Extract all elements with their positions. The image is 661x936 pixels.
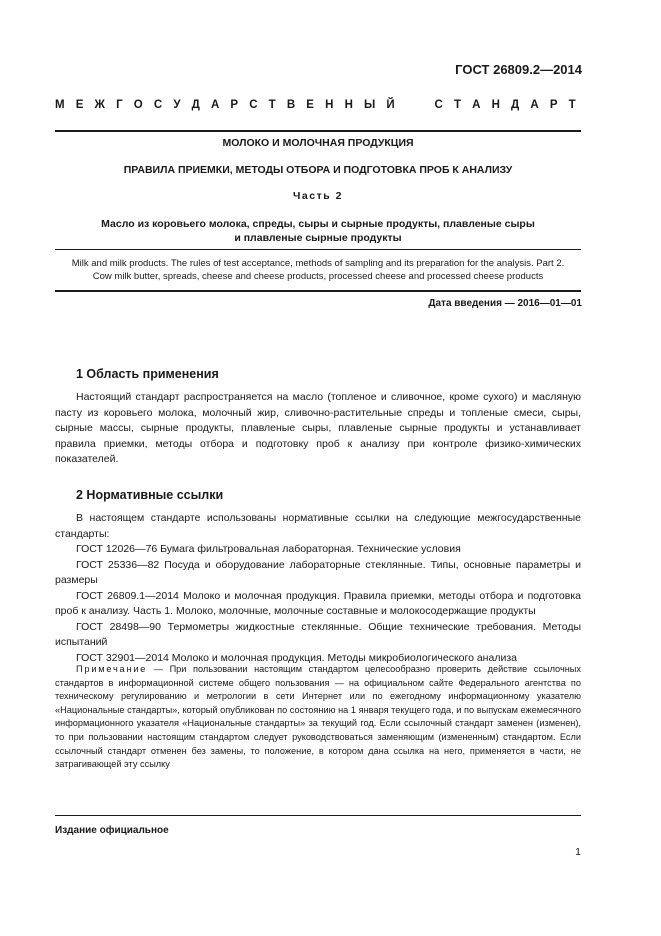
note-label: Примечание — [76, 664, 148, 674]
banner-letter: Г — [116, 99, 123, 111]
reference-item: ГОСТ 32901—2014 Молоко и молочная продукция. Методы микробиологического анализа — [76, 651, 517, 664]
banner-letter: Р — [230, 99, 239, 111]
reference-intro: В настоящем стандарте использованы нормативные ссылки на следующие межгосударственные стандарты: — [55, 512, 581, 540]
banner-letter: С — [249, 99, 258, 111]
banner-letter: Е — [306, 99, 314, 111]
reference-item: ГОСТ 26809.1—2014 Молоко и молочная продукция. Правила приемки, методы отбора и подготовка проб к анализу. Часть 1. Молоко, молочные, молочные составные и молокосодержащие продукты — [55, 589, 581, 617]
english-title — [55, 257, 581, 283]
reference-item: ГОСТ 25336—82 Посуда и оборудование лабораторные стеклянные. Типы, основные параметры и размеры — [55, 558, 581, 586]
banner-letter: А — [530, 99, 539, 111]
banner-letter: Т — [568, 99, 576, 111]
banner-letter: Е — [75, 99, 84, 111]
banner-letter: Ж — [94, 99, 105, 111]
banner-letter: А — [472, 99, 481, 111]
title-line-2: ПРАВИЛА ПРИЕМКИ, МЕТОДЫ ОТБОРА И ПОДГОТОВКА ПРОБ К АНАЛИЗУ — [123, 164, 513, 176]
banner-letter: А — [210, 99, 220, 111]
banner-letter: Ы — [364, 99, 376, 111]
banner-letter: Т — [453, 99, 461, 111]
top-divider — [55, 130, 581, 132]
reference-item: ГОСТ 28498—90 Термометры жидкостные стеклянные. Общие технические требования. Методы испытаний — [55, 620, 581, 648]
section-1-paragraph: Настоящий стандарт распространяется на масло (топленое и сливочное, кроме сухого) и масляную пасту из коровьего молока, молочный жир, сливочно-растительные спреды и топленые смеси, сыры, сырные массы, сырные продукты, плавленые сыры, плавленые сырные продукты и устанавливает правила приемки, методы отбора и подготовку проб к анализу при контроле физико-химических показателей. — [55, 391, 581, 465]
banner-letter: Н — [344, 99, 353, 111]
subtitle-line-a: Масло из коровьего молока, спреды, сыры и сырные продукты, плавленые сыры — [101, 218, 535, 230]
banner-letter: Н — [325, 99, 334, 111]
footer-divider — [55, 815, 581, 816]
page-number: 1 — [575, 846, 581, 858]
banner-letter: С — [153, 99, 163, 111]
english-divider — [55, 290, 581, 292]
banner-letter: В — [286, 99, 296, 111]
banner-letter: Р — [549, 99, 558, 111]
note-text: — При пользовании настоящим стандартом целесообразно проверить действие ссылочных стандартов в информационной системе общего пользования — на официальном сайте Федерального агентства по техническому регулированию и метрологии в сети Интернет или по ежегодному информационному указателю «Национальные стандарты», который опубликован по состоянию на 1 января текущего года, и по выпускам ежемесячного информационного указателя «Национальные стандарты» за текущий год. Если ссылочный стандарт заменен (изменен), то при пользовании настоящим стандартом следует руководствоваться заменяющим (измененным) стандартом. Если ссылочный стандарт отменен без замены, то положение, в котором дана ссылка на него, применяется в части, не затрагивающей эту ссылку — [55, 664, 581, 770]
banner-letter: Т — [268, 99, 276, 111]
interstate-standard-banner — [55, 99, 576, 111]
section-1-heading: 1 Область применения — [76, 367, 219, 381]
title-line-1: МОЛОКО И МОЛОЧНАЯ ПРОДУКЦИЯ — [222, 137, 414, 149]
banner-letter: У — [173, 99, 181, 111]
banner-letter — [406, 99, 409, 111]
part-label: Часть 2 — [293, 190, 343, 202]
english-title-line-b: Cow milk butter, spreads, cheese and cheese products, processed cheese and processed cheese products — [92, 271, 544, 282]
official-edition-label: Издание официальное — [55, 825, 169, 836]
banner-letter: Й — [386, 99, 395, 111]
section-2-references — [55, 511, 581, 666]
section-1-text — [55, 390, 581, 468]
introduction-date: Дата введения — 2016—01—01 — [428, 298, 582, 309]
banner-letter: С — [434, 99, 443, 111]
english-title-line-a: Milk and milk products. The rules of test acceptance, methods of sampling and its preparation for the analysis. Part 2. — [71, 258, 565, 269]
banner-letter: М — [55, 99, 65, 111]
subtitle-line-b: и плавленые сырные продукты — [234, 232, 402, 244]
title-divider — [55, 249, 581, 250]
subtitle — [55, 217, 581, 245]
banner-letter: О — [133, 99, 143, 111]
banner-letter: Д — [191, 99, 200, 111]
banner-letter — [420, 99, 423, 111]
banner-letter: Д — [511, 99, 520, 111]
banner-letter: Н — [491, 99, 500, 111]
note — [55, 663, 581, 772]
section-2-heading: 2 Нормативные ссылки — [76, 488, 224, 502]
document-number: ГОСТ 26809.2—2014 — [455, 62, 582, 77]
reference-item: ГОСТ 12026—76 Бумага фильтровальная лабораторная. Технические условия — [76, 543, 461, 555]
